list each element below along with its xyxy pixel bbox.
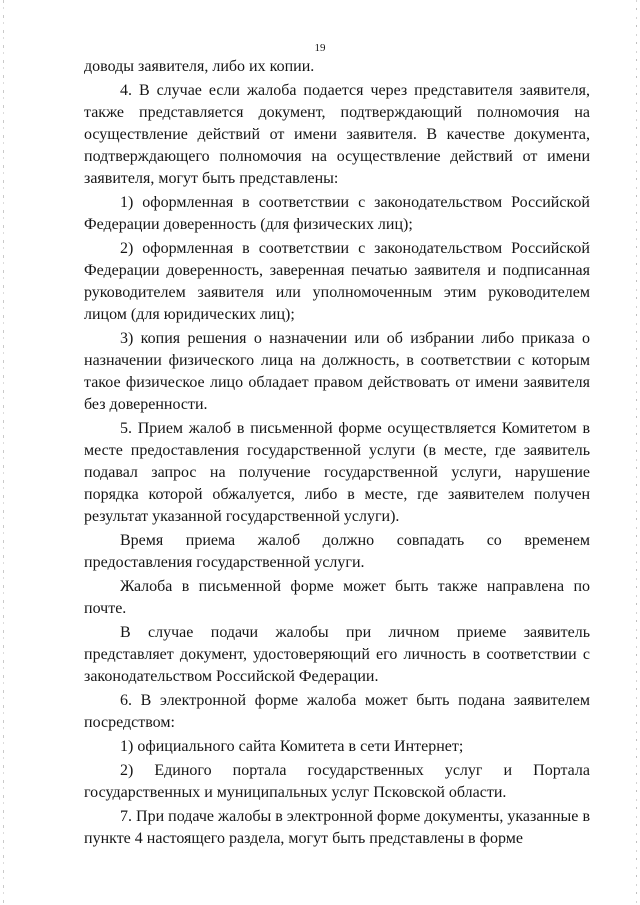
paragraph-subitem-1: 1) оформленная в соответствии с законодательством Российской Федерации доверенность (для физических лиц);	[84, 194, 590, 233]
document-body	[84, 56, 590, 850]
paragraph-item-7: 7. При подаче жалобы в электронной форме документы, указанные в пункте 4 настоящего раздела, могут быть представлены в форме	[84, 808, 590, 847]
paragraph-item-6: 6. В электронной форме жалоба может быть подана заявителем посредством:	[84, 692, 590, 731]
page-number: 19	[314, 42, 326, 54]
paragraph-item-6-subitem-2: 2) Единого портала государственных услуг и Портала государственных и муниципальных услуг Псковской области.	[84, 762, 590, 801]
paragraph-subitem-2: 2) оформленная в соответствии с законодательством Российской Федерации доверенность, заверенная печатью заявителя и подписанная руководителем заявителя или уполномоченным этим руководителем лицом (для юридических лиц);	[84, 240, 590, 323]
paragraph-by-mail: Жалоба в письменной форме может быть также направлена по почте.	[84, 578, 590, 617]
paragraph-item-6-subitem-1: 1) официального сайта Комитета в сети Интернет;	[120, 738, 464, 755]
paragraph-subitem-3: 3) копия решения о назначении или об избрании либо приказа о назначении физического лица на должность, в соответствии с которым такое физическое лицо обладает правом действовать от имени заявителя без доверенности.	[84, 330, 590, 413]
scan-edge-right	[636, 0, 637, 905]
scan-edge-left	[3, 0, 4, 905]
paragraph-personal-reception: В случае подачи жалобы при личном приеме заявитель представляет документ, удостоверяющий его личность в соответствии с законодательством Российской Федерации.	[84, 624, 590, 685]
paragraph-continuation: доводы заявителя, либо их копии.	[84, 58, 315, 75]
paragraph-item-5: 5. Прием жалоб в письменной форме осуществляется Комитетом в месте предоставления государственной услуги (в месте, где заявитель подавал запрос на получение государственной услуги, нарушение порядка которой обжалуется, либо в месте, где заявителем получен результат указанной государственной услуги).	[84, 420, 590, 525]
paragraph-reception-time: Время приема жалоб должно совпадать со временем предоставления государственной услуги.	[84, 532, 590, 571]
paragraph-item-4: 4. В случае если жалоба подается через представителя заявителя, также представляется документ, подтверждающий полномочия на осуществление действий от имени заявителя. В качестве документа, подтверждающего полномочия на осуществление действий от имени заявителя, могут быть представлены:	[84, 82, 590, 187]
